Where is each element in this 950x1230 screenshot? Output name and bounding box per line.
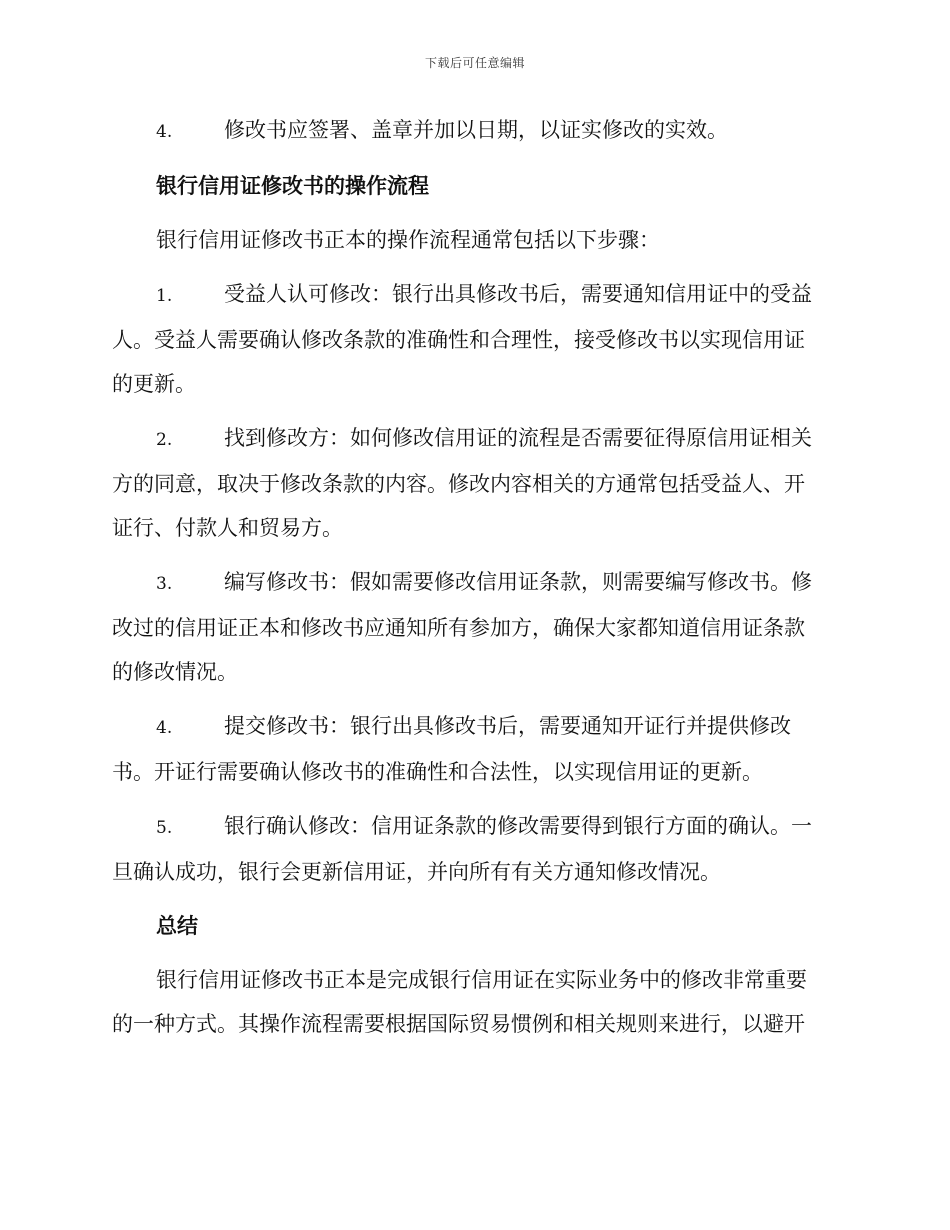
list-number: 4.	[156, 718, 173, 738]
list-text-line: 找到修改方：如何修改信用证的流程是否需要征得原信用证相关	[224, 426, 812, 450]
list-text-line: 银行确认修改：信用证条款的修改需要得到银行方面的确认。一	[224, 814, 812, 838]
list-item	[112, 560, 838, 694]
list-text: 修改书应签署、盖章并加以日期，以证实修改的实效。	[224, 118, 728, 142]
list-text-line: 的修改情况。	[112, 660, 238, 684]
list-number: 2.	[156, 430, 173, 450]
list-text-line: 编写修改书：假如需要修改信用证条款，则需要编写修改书。修	[224, 570, 812, 594]
paragraph-line: 银行信用证修改书正本是完成银行信用证在实际业务中的修改非常重要	[156, 968, 807, 992]
document-body	[112, 108, 838, 1046]
list-text-line: 改过的信用证正本和修改书应通知所有参加方，确保大家都知道信用证条款	[112, 616, 805, 640]
page-header: 下载后可任意编辑	[424, 56, 525, 70]
list-number: 5.	[156, 818, 173, 838]
section-heading-process: 银行信用证修改书的操作流程	[156, 173, 429, 198]
list-item	[112, 704, 838, 794]
summary-paragraph	[112, 958, 838, 1046]
list-number: 1.	[156, 286, 173, 306]
list-text-line: 人。受益人需要确认修改条款的准确性和合理性，接受修改书以实现信用证	[112, 328, 805, 352]
list-number: 4.	[156, 122, 173, 142]
section-heading-summary: 总结	[156, 913, 198, 938]
section-intro: 银行信用证修改书正本的操作流程通常包括以下步骤：	[156, 228, 660, 252]
list-item-4-top	[112, 108, 838, 154]
list-text-line: 的更新。	[112, 372, 196, 396]
list-text-line: 提交修改书：银行出具修改书后，需要通知开证行并提供修改	[224, 714, 791, 738]
list-item	[112, 804, 838, 894]
list-text-line: 书。开证行需要确认修改书的准确性和合法性，以实现信用证的更新。	[112, 760, 763, 784]
list-item	[112, 416, 838, 550]
list-item	[112, 272, 838, 406]
paragraph-line: 的一种方式。其操作流程需要根据国际贸易惯例和相关规则来进行，以避开	[112, 1012, 805, 1036]
list-number: 3.	[156, 574, 173, 594]
list-text-line: 方的同意，取决于修改条款的内容。修改内容相关的方通常包括受益人、开	[112, 472, 805, 496]
list-text-line: 受益人认可修改：银行出具修改书后，需要通知信用证中的受益	[224, 282, 812, 306]
list-text-line: 证行、付款人和贸易方。	[112, 516, 343, 540]
list-text-line: 旦确认成功，银行会更新信用证，并向所有有关方通知修改情况。	[112, 860, 721, 884]
